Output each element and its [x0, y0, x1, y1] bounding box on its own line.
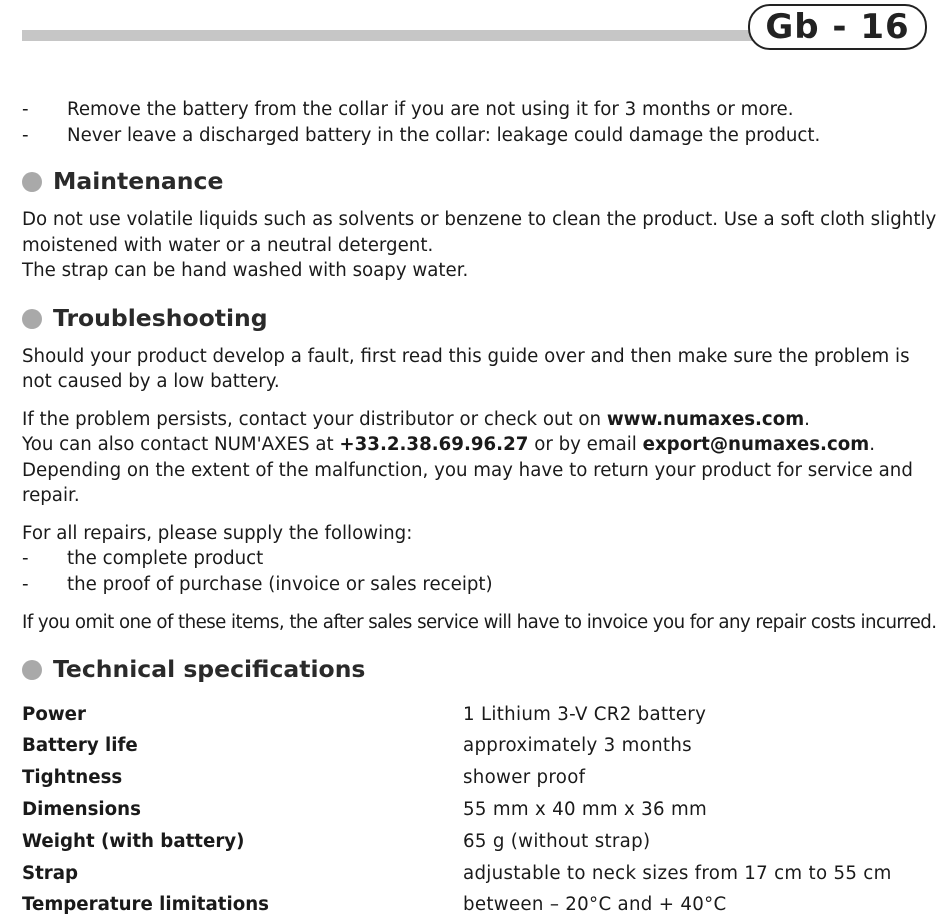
maintenance-strap-note: The strap can be hand washed with soapy water. [22, 258, 937, 284]
troubleshooting-paragraph: Should your product develop a fault, first read this guide over and then make sure the problem is not caused by a low battery. [22, 344, 937, 395]
contact-line-phone-email: You can also contact NUM'AXES at +33.2.38.69.96.27 or by email export@numaxes.com. [22, 432, 937, 458]
section-bullet-icon [22, 660, 42, 680]
table-row: Battery life approximately 3 months [22, 730, 937, 762]
table-row: Temperature limitations between – 20°C and + 40°C [22, 889, 937, 921]
email-link[interactable]: export@numaxes.com [643, 434, 870, 455]
maintenance-paragraph: Do not use volatile liquids such as solvents or benzene to clean the product. Use a soft cloth slightly moistened with water or a neutral detergent. [22, 207, 937, 258]
troubleshooting-heading: Troubleshooting [22, 304, 937, 334]
phone-number: +33.2.38.69.96.27 [339, 434, 528, 455]
list-item: - Remove the battery from the collar if you are not using it for 3 months or more. [22, 97, 937, 123]
list-item: - Never leave a discharged battery in the collar: leakage could damage the product. [22, 123, 937, 149]
specs-table [22, 699, 937, 921]
table-row: Strap adjustable to neck sizes from 17 cm to 55 cm [22, 857, 937, 889]
website-link[interactable]: www.numaxes.com [607, 409, 804, 430]
table-row: Tightness shower proof [22, 762, 937, 794]
header-rule [22, 30, 758, 41]
section-bullet-icon [22, 172, 42, 192]
repairs-intro: For all repairs, please supply the following: [22, 521, 937, 547]
table-row: Weight (with battery) 65 g (without strap) [22, 826, 937, 858]
maintenance-heading: Maintenance [22, 167, 937, 197]
table-row: Dimensions 55 mm x 40 mm x 36 mm [22, 794, 937, 826]
contact-line-return: Depending on the extent of the malfunction, you may have to return your product for service and repair. [22, 458, 937, 509]
intro-list [22, 97, 937, 148]
repairs-list [22, 546, 937, 597]
table-row: Power 1 Lithium 3-V CR2 battery [22, 699, 937, 731]
document-body [22, 97, 937, 921]
section-bullet-icon [22, 309, 42, 329]
contact-line-website: If the problem persists, contact your distributor or check out on www.numaxes.com. [22, 407, 937, 433]
page-number-badge: Gb - 16 [748, 4, 927, 50]
omit-note: If you omit one of these items, the after sales service will have to invoice you for any repair costs incurred. [22, 610, 937, 636]
specs-heading: Technical specifications [22, 655, 937, 685]
list-item: - the complete product [22, 546, 937, 572]
list-item: - the proof of purchase (invoice or sales receipt) [22, 572, 937, 598]
